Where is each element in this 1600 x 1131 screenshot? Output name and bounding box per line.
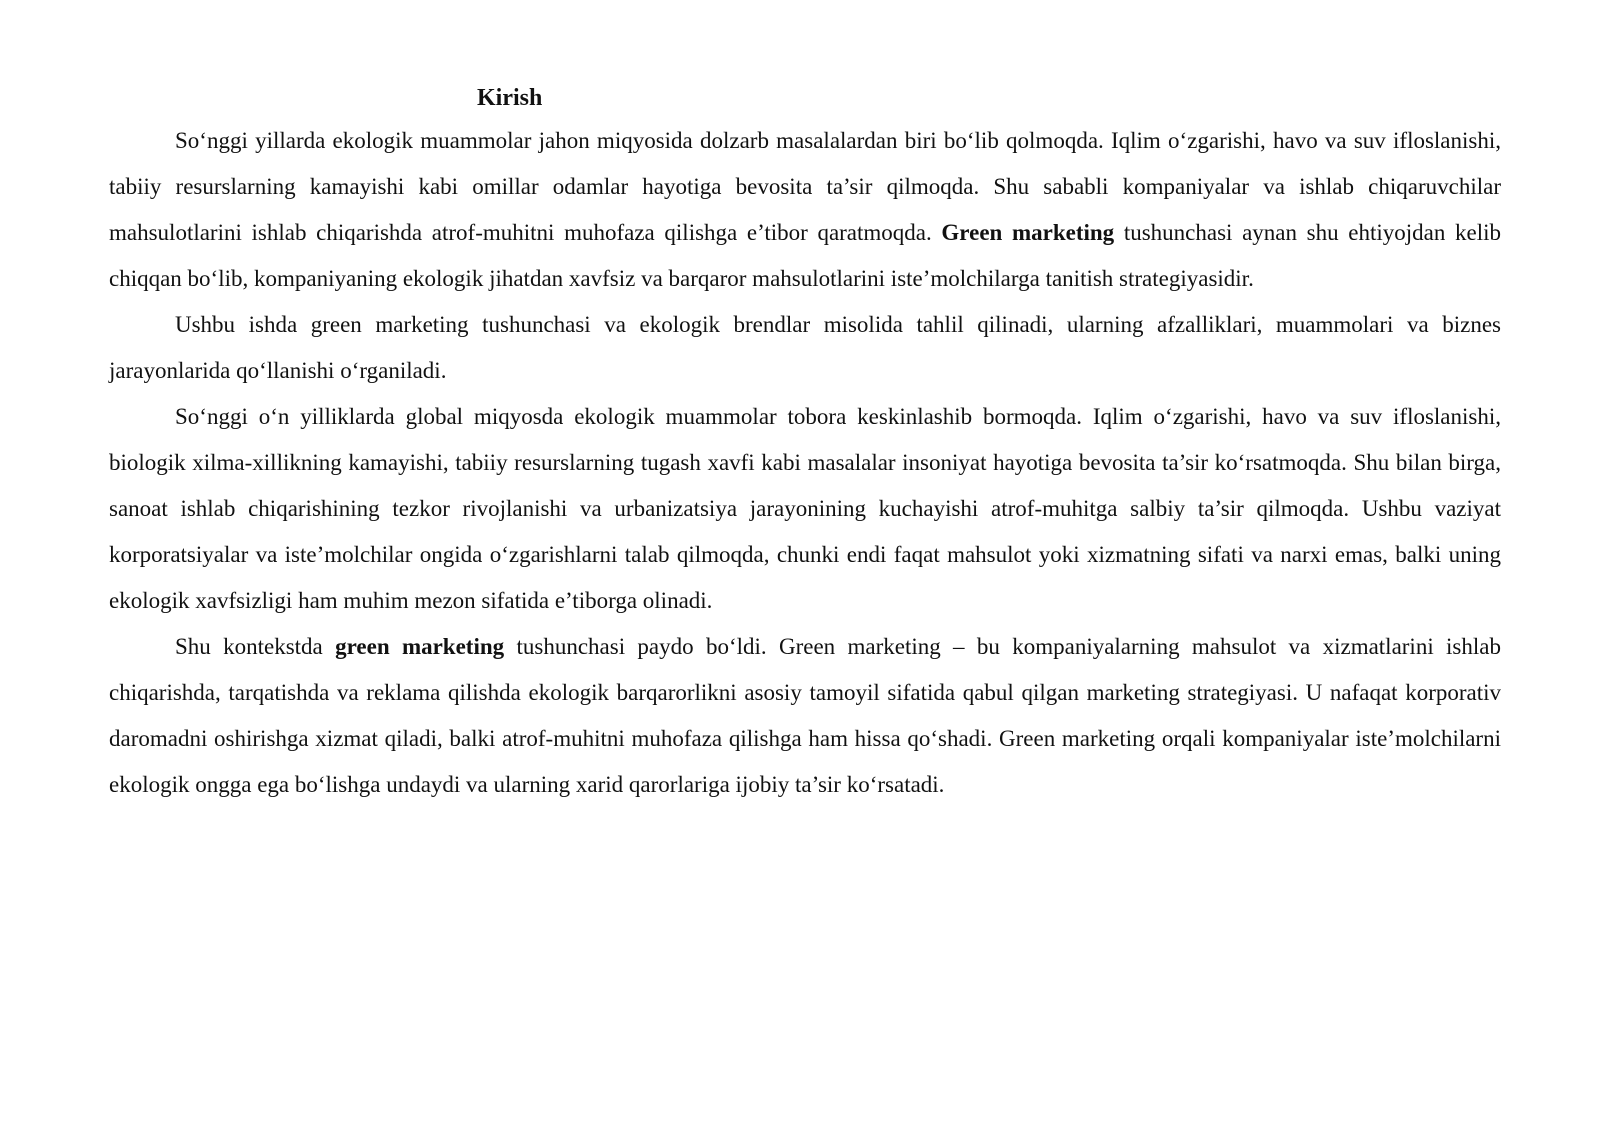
paragraph-4-text-b: tushunchasi paydo bo‘ldi. Green marketing – bu kompaniyalarning mahsulot va xizmatlarini ishlab chiqarishda, tarqatishda va reklama qilishda ekologik barqarorlikni asosiy tamoyil sifatida qabul qilgan marketing strategiyasi. U nafaqat korporativ daromadni oshirishga xizmat qiladi, balki atrof-muhitni muhofaza qilishga ham hissa qo‘shadi. Green marketing orqali kompaniyalar iste’molchilarni ekologik ongga ega bo‘lishga undaydi va ularning xarid qarorlariga ijobiy ta’sir ko‘rsatadi. (109, 634, 1501, 797)
paragraph-4-bold-term: green marketing (335, 634, 505, 659)
document-page (109, 78, 1501, 808)
paragraph-1-text-b: tushunchasi aynan shu ehtiyojdan kelib chiqqan bo‘lib, kompaniyaning ekologik jihatdan xavfsiz va barqaror mahsulotlarini iste’molchilarga tanitish strategiyasidir. (109, 220, 1502, 291)
paragraph-1-bold-term: Green marketing (941, 220, 1115, 245)
paragraph-1-text-a: So‘nggi yillarda ekologik muammolar jahon miqyosida dolzarb masalalardan biri bo‘lib qolmoqda. Iqlim o‘zgarishi, havo va suv ifloslanishi, tabiiy resurslarning kamayishi kabi omillar odamlar hayotiga bevosita ta’sir qilmoqda. Shu sababli kompaniyalar va ishlab chiqaruvchilar mahsulotlarini ishlab chiqarishda atrof-muhitni muhofaza qilishga e’tibor qaratmoqda. (109, 128, 1501, 245)
paragraph-3: So‘nggi o‘n yilliklarda global miqyosda ekologik muammolar tobora keskinlashib bormoqda. Iqlim o‘zgarishi, havo va suv ifloslanishi, biologik xilma-xillikning kamayishi, tabiiy resurslarning tugash xavfi kabi masalalar insoniyat hayotiga bevosita ta’sir ko‘rsatmoqda. Shu bilan birga, sanoat ishlab chiqarishining tezkor rivojlanishi va urbanizatsiya jarayonining kuchayishi atrof-muhitga salbiy ta’sir qilmoqda. Ushbu vaziyat korporatsiyalar va iste’molchilar ongida o‘zgarishlarni talab qilmoqda, chunki endi faqat mahsulot yoki xizmatning sifati va narxi emas, balki uning ekologik xavfsizligi ham muhim mezon sifatida e’tiborga olinadi. (109, 404, 1501, 613)
paragraph-4 (109, 624, 1501, 808)
paragraph-2: Ushbu ishda green marketing tushunchasi va ekologik brendlar misolida tahlil qilinadi, ularning afzalliklari, muammolari va biznes jarayonlarida qo‘llanishi o‘rganiladi. (109, 312, 1501, 383)
section-heading: Kirish (477, 85, 543, 111)
paragraph-1 (109, 118, 1501, 302)
paragraph-4-text-a: Shu kontekstda (175, 634, 336, 659)
